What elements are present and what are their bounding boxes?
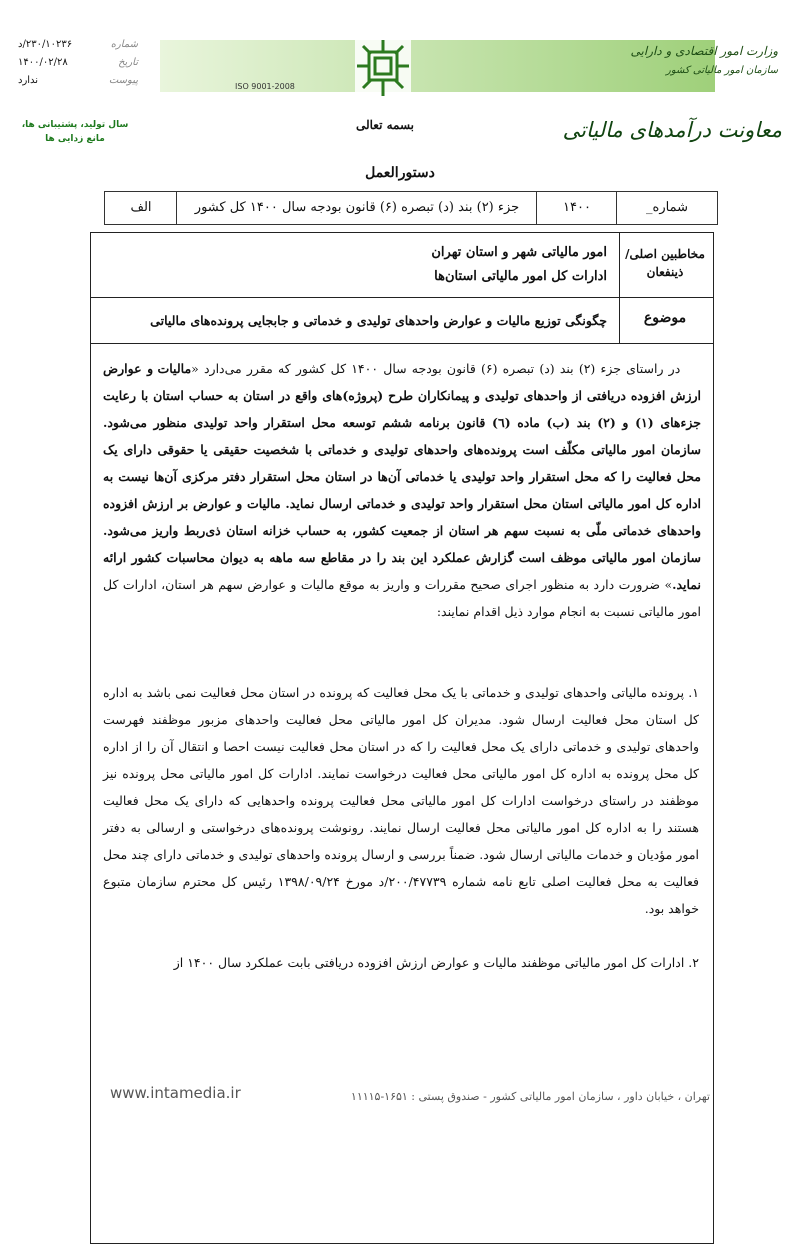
ministry-name: وزارت امور اقتصادی و دارایی	[630, 44, 778, 58]
date-value: ۱۴۰۰/۰۲/۲۸	[18, 57, 68, 68]
organization-logo-icon	[355, 38, 411, 100]
document-title: دستورالعمل	[365, 165, 435, 181]
subject-label: موضوع	[643, 310, 687, 326]
recipients-list	[431, 241, 607, 289]
bismillah: بسمه تعالی	[355, 118, 415, 132]
reference-code: الف	[130, 200, 152, 215]
letter-meta	[18, 36, 138, 90]
recipient-1: امور مالیاتی شهر و استان تهران	[431, 245, 607, 260]
slogan-line-1: سال تولید، پشتیبانی ها،	[21, 120, 129, 130]
list-item	[103, 949, 699, 976]
recipient-2: ادارات کل امور مالیاتی استان‌ها	[434, 269, 607, 284]
row-divider-2	[91, 343, 713, 344]
quoted-law: مالیات و عوارض ارزش افزوده دریافتی از واحدهای تولیدی و پیمانکاران طرح (پروژه)های واقع در استان به حساب استان با رعایت جزءهای (۱) و (۲) بند (ب) ماده (٦) قانون برنامه ششم توسعه محل استقرار واحد تولیدی منظور می‌شود. سازمان امور مالیاتی مکلّف است پرونده‌های واحدهای تولیدی و خدماتی با شخصیت حقیقی یا حقوقی دارای یک محل فعالیت را که محل استقرار واحد تولیدی یا خدماتی آن‌ها در استان محل استقرار دفتر مرکزی آن‌ها نیست به اداره کل امور مالیاتی استان محل استقرار واحد تولیدی و خدماتی ارسال نماید. مالیات و عوارض بر ارزش افزوده واحدهای خدماتی ملّی به نسبت سهم هر استان از جمعیت کشور، به حساب خزانه استان ذی‌ربط واریز می‌شود. سازمان امور مالیاتی موظف است گزارش عملکرد این بند را در مقاطع سه ماهه به دیوان محاسبات کشور ارائه نماید.	[103, 361, 701, 592]
reference-table	[104, 191, 718, 225]
list-item	[103, 679, 699, 922]
recipients-label: مخاطبین اصلی/ ذینفعان	[625, 247, 705, 279]
footer-address: تهران ، خیابان داور ، سازمان امور مالیاتی کشور - صندوق پستی : ۱۶۵۱-۱۱۱۱۵	[350, 1090, 710, 1103]
department-name: معاونت درآمدهای مالیاتی	[562, 118, 782, 142]
attachment-value: ندارد	[18, 75, 39, 86]
slogan-line-2: مانع زدایی ها	[45, 134, 105, 144]
item-number: ۲.	[688, 955, 699, 970]
number-label: شماره	[110, 39, 138, 50]
year-slogan	[15, 118, 135, 146]
item-text: پرونده مالیاتی واحدهای تولیدی و خدماتی با یک محل فعالیت که پرونده در استان محل فعالیت نمی باشد به اداره کل استان محل فعالیت ارسال شود. مدیران کل امور مالیاتی محل فعالیت واحدهای مزبور موظفند فهرست واحدهای تولیدی و خدماتی دارای یک محل فعالیت را که در استان محل فعالیت نیست احصا و انتقال آن را از اداره کل محل پرونده به اداره کل امور مالیاتی محل فعالیت درخواست نمایند. ادارات کل امور مالیاتی محل پرونده نیز موظفند در راستای درخواست ادارات کل امور مالیاتی محل فعالیت پرونده واحدهایی که دارای یک محل فعالیت هستند را به اداره کل امور مالیاتی محل فعالیت ارسال نمایند. رونوشت پرونده‌های درخواستی و ارسالی به دفتر امور مؤدیان و خدمات مالیاتی ارسال شود. ضمناً بررسی و ارسال پرونده واحدهای تولیدی و خدماتی دارای چند محل فعالیت به محل فعالیت اصلی تابع نامه شماره ۲۰۰/۴۷۷۳۹/د مورخ ۱۳۹۸/۰۹/۲۴ رئیس کل محترم سازمان متبوع خواهد بود.	[103, 685, 699, 916]
subject-text: چگونگی توزیع مالیات و عوارض واحدهای تولیدی و خدماتی و جابجایی پرونده‌های مالیاتی	[150, 313, 607, 328]
attachment-label: پیوست	[108, 75, 138, 86]
column-divider	[619, 233, 620, 343]
reference-year: ۱۴۰۰	[536, 192, 617, 224]
intro-paragraph: در راستای جزء (۲) بند (د) تبصره (۶) قانون بودجه سال ۱۴۰۰ کل کشور که مقرر می‌دارد «مالیات و عوارض ارزش افزوده دریافتی از واحدهای تولیدی و پیمانکاران طرح (پروژه)های واقع در استان به حساب استان با رعایت جزءهای (۱) و (۲) بند (ب) ماده (٦) قانون برنامه ششم توسعه محل استقرار واحد تولیدی منظور می‌شود. سازمان امور مالیاتی مکلّف است پرونده‌های واحدهای تولیدی و خدماتی با شخصیت حقیقی یا حقوقی دارای یک محل فعالیت را که محل استقرار واحد تولیدی یا خدماتی آن‌ها در استان محل استقرار دفتر مرکزی آن‌ها نیست به اداره کل امور مالیاتی استان محل استقرار واحد تولیدی و خدماتی ارسال نماید. مالیات و عوارض بر ارزش افزوده واحدهای خدماتی ملّی به نسبت سهم هر استان از جمعیت کشور، به حساب خزانه استان ذی‌ربط واریز می‌شود. سازمان امور مالیاتی موظف است گزارش عملکرد این بند را در مقاطع سه ماهه به دیوان محاسبات کشور ارائه نماید.» ضرورت دارد به منظور اجرای صحیح مقررات و واریز به موقع مالیات و عوارض سهم هر استان، ادارات کل امور مالیاتی نسبت به انجام موارد ذیل اقدام نمایند:	[103, 361, 701, 619]
iso-label: ISO 9001-2008	[235, 82, 295, 91]
reference-number-label: شماره_	[616, 192, 717, 224]
row-divider-1	[91, 297, 713, 298]
item-number: ۱.	[688, 685, 699, 700]
item-text: ادارات کل امور مالیاتی موظفند مالیات و عوارض ارزش افزوده دریافتی بابت عملکرد سال ۱۴۰۰ از	[173, 955, 685, 970]
date-label: تاریخ	[118, 57, 138, 68]
number-value: ۲۳۰/۱۰۲۳۶/د	[18, 39, 73, 50]
reference-subject: جزء (۲) بند (د) تبصره (۶) قانون بودجه سال ۱۴۰۰ کل کشور	[176, 192, 537, 224]
footer-website: www.intamedia.ir	[110, 1084, 241, 1102]
organization-name: سازمان امور مالیاتی کشور	[666, 65, 778, 76]
